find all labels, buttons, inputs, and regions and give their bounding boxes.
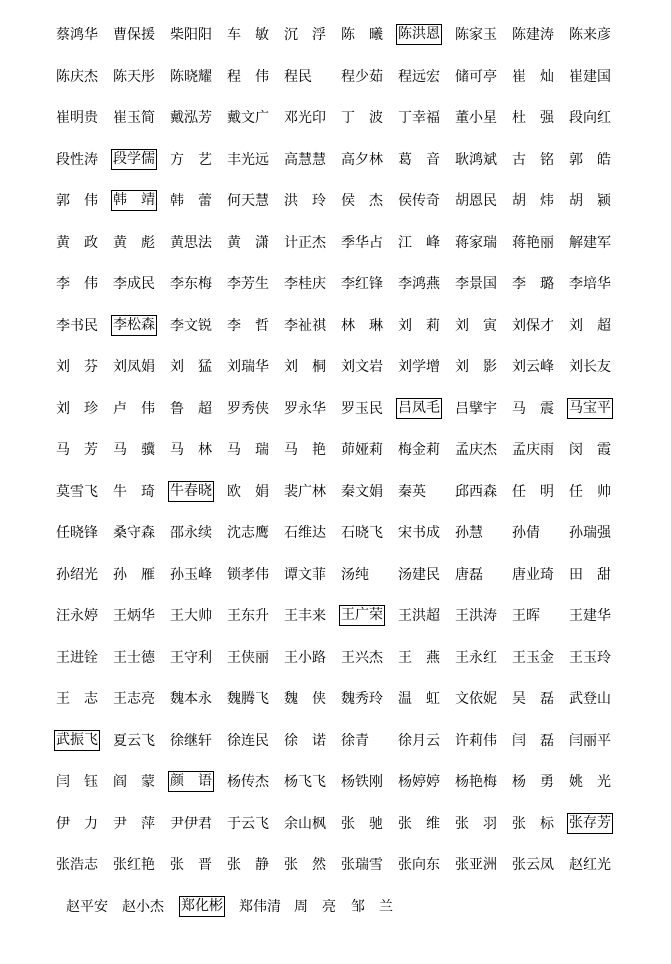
name-entry: 李芳生 [227, 276, 269, 292]
name-entry: 马 芳 [56, 442, 98, 458]
name-entry: 车 敏 [227, 27, 269, 43]
boxed-name-entry: 颜 语 [168, 771, 214, 792]
name-entry: 刘长友 [569, 359, 611, 375]
name-entry: 孙倩 [512, 525, 540, 541]
name-entry: 刘 猛 [170, 359, 212, 375]
boxed-name-entry: 郑化彬 [179, 896, 225, 917]
name-entry: 高慧慧 [284, 152, 326, 168]
name-entry: 蒋艳丽 [512, 235, 554, 251]
name-entry: 莫雪飞 [56, 484, 98, 500]
name-entry: 邵永续 [170, 525, 212, 541]
name-entry: 闫 钰 [56, 774, 98, 790]
name-entry: 张 晋 [170, 857, 212, 873]
name-entry: 汪永婷 [56, 608, 98, 624]
name-entry: 鲁 超 [170, 401, 212, 417]
name-row [0, 896, 671, 918]
name-entry: 罗永华 [284, 401, 326, 417]
name-entry: 戴泓芳 [170, 110, 212, 126]
name-entry: 任 明 [512, 484, 554, 500]
name-entry: 刘 珍 [56, 401, 98, 417]
name-entry: 杨婷婷 [398, 774, 440, 790]
name-entry: 杨 勇 [512, 774, 554, 790]
name-entry: 邹 兰 [351, 899, 393, 915]
name-entry: 刘学增 [398, 359, 440, 375]
name-entry: 李景国 [455, 276, 497, 292]
name-entry: 任晓锋 [56, 525, 98, 541]
name-entry: 蒋家瑞 [455, 235, 497, 251]
name-entry: 韩 蕾 [170, 193, 212, 209]
name-entry: 胡恩民 [455, 193, 497, 209]
name-entry: 王晖 [512, 608, 540, 624]
name-entry: 林 琳 [341, 318, 383, 334]
name-entry: 孙瑞强 [569, 525, 611, 541]
name-entry: 牛 琦 [113, 484, 155, 500]
name-entry: 秦英 [398, 484, 426, 500]
name-entry: 李东梅 [170, 276, 212, 292]
name-entry: 李文锐 [170, 318, 212, 334]
name-entry: 石晓飞 [341, 525, 383, 541]
name-entry: 余山枫 [284, 816, 326, 832]
name-entry: 段向红 [569, 110, 611, 126]
name-entry: 魏秀玲 [341, 691, 383, 707]
name-row [0, 854, 671, 876]
name-entry: 赵平安 [66, 899, 108, 915]
boxed-name-entry: 李松森 [111, 315, 157, 336]
name-entry: 尹 萍 [113, 816, 155, 832]
name-entry: 陈天彤 [113, 69, 155, 85]
name-entry: 石维达 [284, 525, 326, 541]
name-entry: 欧 娟 [227, 484, 269, 500]
name-entry: 王东升 [227, 608, 269, 624]
name-entry: 侯传奇 [398, 193, 440, 209]
name-entry: 王士德 [113, 650, 155, 666]
name-row [0, 24, 671, 46]
name-row [0, 398, 671, 420]
name-row [0, 688, 671, 710]
name-row [0, 149, 671, 171]
name-row [0, 481, 671, 503]
name-entry: 王进铨 [56, 650, 98, 666]
name-entry: 于云飞 [227, 816, 269, 832]
name-entry: 程民 [284, 69, 312, 85]
name-entry: 闫 磊 [512, 733, 554, 749]
boxed-name-entry: 陈洪恩 [396, 24, 442, 45]
name-entry: 赵红光 [569, 857, 611, 873]
name-entry: 储可亭 [455, 69, 497, 85]
name-entry: 刘 芬 [56, 359, 98, 375]
name-entry: 李成民 [113, 276, 155, 292]
name-entry: 郑伟清 [239, 899, 281, 915]
name-entry: 孙 雁 [113, 567, 155, 583]
name-entry: 夏云飞 [113, 733, 155, 749]
name-entry: 王洪超 [398, 608, 440, 624]
name-entry: 刘 寅 [455, 318, 497, 334]
boxed-name-entry: 吕凤毛 [396, 398, 442, 419]
name-entry: 陈家玉 [455, 27, 497, 43]
name-entry: 谭文菲 [284, 567, 326, 583]
name-entry: 陈建涛 [512, 27, 554, 43]
name-entry: 李 哲 [227, 318, 269, 334]
name-entry: 董小星 [455, 110, 497, 126]
name-entry: 崔玉简 [113, 110, 155, 126]
name-entry: 郭 皓 [569, 152, 611, 168]
name-entry: 江 峰 [398, 235, 440, 251]
name-entry: 张亚洲 [455, 857, 497, 873]
name-entry: 孙绍光 [56, 567, 98, 583]
name-row [0, 730, 671, 752]
name-entry: 李 璐 [512, 276, 554, 292]
name-entry: 闫丽平 [569, 733, 611, 749]
name-entry: 李书民 [56, 318, 98, 334]
name-entry: 程 伟 [227, 69, 269, 85]
name-entry: 张 标 [512, 816, 554, 832]
name-entry: 李培华 [569, 276, 611, 292]
name-entry: 王丰来 [284, 608, 326, 624]
name-entry: 李红锋 [341, 276, 383, 292]
name-entry: 黄 潇 [227, 235, 269, 251]
name-entry: 魏 侠 [284, 691, 326, 707]
name-entry: 戴文广 [227, 110, 269, 126]
name-row [0, 66, 671, 88]
name-entry: 张浩志 [56, 857, 98, 873]
name-entry: 王侠丽 [227, 650, 269, 666]
name-entry: 张 静 [227, 857, 269, 873]
name-entry: 汤建民 [398, 567, 440, 583]
name-entry: 胡 颍 [569, 193, 611, 209]
name-row [0, 647, 671, 669]
name-entry: 刘凤娟 [113, 359, 155, 375]
name-entry: 杜 强 [512, 110, 554, 126]
name-entry: 刘 超 [569, 318, 611, 334]
name-entry: 丁 波 [341, 110, 383, 126]
name-entry: 王 志 [56, 691, 98, 707]
name-entry: 黄 彪 [113, 235, 155, 251]
name-entry: 马 艳 [284, 442, 326, 458]
name-entry: 茆娅莉 [341, 442, 383, 458]
name-entry: 梅金莉 [398, 442, 440, 458]
name-entry: 王洪涛 [455, 608, 497, 624]
name-entry: 高夕林 [341, 152, 383, 168]
name-row [0, 190, 671, 212]
name-entry: 卢 伟 [113, 401, 155, 417]
name-entry: 伊 力 [56, 816, 98, 832]
boxed-name-entry: 段学儒 [111, 149, 157, 170]
name-entry: 程少茹 [341, 69, 383, 85]
boxed-name-entry: 张存芳 [567, 813, 613, 834]
name-entry: 赵小杰 [122, 899, 164, 915]
name-entry: 唐业琦 [512, 567, 554, 583]
name-entry: 王玉金 [512, 650, 554, 666]
name-entry: 陈庆杰 [56, 69, 98, 85]
name-entry: 邓光印 [284, 110, 326, 126]
name-entry: 唐磊 [455, 567, 483, 583]
name-entry: 王大帅 [170, 608, 212, 624]
name-entry: 张 然 [284, 857, 326, 873]
name-entry: 温 虹 [398, 691, 440, 707]
name-row [0, 605, 671, 627]
name-entry: 吕擘宇 [455, 401, 497, 417]
name-entry: 杨铁刚 [341, 774, 383, 790]
name-entry: 黄 政 [56, 235, 98, 251]
name-entry: 秦文娟 [341, 484, 383, 500]
name-entry: 李鸿燕 [398, 276, 440, 292]
name-entry: 刘 莉 [398, 318, 440, 334]
name-entry: 魏腾飞 [227, 691, 269, 707]
name-entry: 计正杰 [284, 235, 326, 251]
name-entry: 柴阳阳 [170, 27, 212, 43]
name-entry: 张 维 [398, 816, 440, 832]
name-entry: 杨传杰 [227, 774, 269, 790]
name-entry: 罗秀侠 [227, 401, 269, 417]
name-entry: 闵 霞 [569, 442, 611, 458]
name-row [0, 315, 671, 337]
name-entry: 杨艳梅 [455, 774, 497, 790]
boxed-name-entry: 牛春晓 [168, 481, 214, 502]
name-entry: 周 亮 [294, 899, 336, 915]
name-row [0, 439, 671, 461]
name-entry: 孟庆杰 [455, 442, 497, 458]
name-entry: 宋书成 [398, 525, 440, 541]
name-entry: 张瑞雪 [341, 857, 383, 873]
name-entry: 杨飞飞 [284, 774, 326, 790]
name-entry: 马 林 [170, 442, 212, 458]
name-entry: 王玉玲 [569, 650, 611, 666]
name-row [0, 107, 671, 129]
name-entry: 刘 桐 [284, 359, 326, 375]
name-entry: 刘文岩 [341, 359, 383, 375]
name-entry: 阎 蒙 [113, 774, 155, 790]
name-entry: 胡 炜 [512, 193, 554, 209]
name-entry: 文依妮 [455, 691, 497, 707]
name-entry: 程远宏 [398, 69, 440, 85]
name-entry: 徐继轩 [170, 733, 212, 749]
name-entry: 张向东 [398, 857, 440, 873]
name-entry: 古 铭 [512, 152, 554, 168]
name-row [0, 522, 671, 544]
name-entry: 张 羽 [455, 816, 497, 832]
name-entry: 王兴杰 [341, 650, 383, 666]
name-entry: 桑守森 [113, 525, 155, 541]
name-entry: 马 瑞 [227, 442, 269, 458]
name-entry: 陈晓耀 [170, 69, 212, 85]
name-entry: 郭 伟 [56, 193, 98, 209]
boxed-name-entry: 马宝平 [567, 398, 613, 419]
name-entry: 孟庆雨 [512, 442, 554, 458]
name-entry: 李祉祺 [284, 318, 326, 334]
name-entry: 丰光远 [227, 152, 269, 168]
name-entry: 王炳华 [113, 608, 155, 624]
name-entry: 田 甜 [569, 567, 611, 583]
name-entry: 蔡鸿华 [56, 27, 98, 43]
name-entry: 王守利 [170, 650, 212, 666]
name-entry: 王 燕 [398, 650, 440, 666]
name-row [0, 771, 671, 793]
name-entry: 崔 灿 [512, 69, 554, 85]
name-row [0, 813, 671, 835]
boxed-name-entry: 武振飞 [54, 730, 100, 751]
name-entry: 王建华 [569, 608, 611, 624]
name-row [0, 273, 671, 295]
name-entry: 崔明贵 [56, 110, 98, 126]
name-entry: 侯 杰 [341, 193, 383, 209]
boxed-name-entry: 王广荣 [339, 605, 385, 626]
name-entry: 姚 光 [569, 774, 611, 790]
name-entry: 张云凤 [512, 857, 554, 873]
name-entry: 魏本永 [170, 691, 212, 707]
name-entry: 马 骥 [113, 442, 155, 458]
name-entry: 刘 影 [455, 359, 497, 375]
name-entry: 马 震 [512, 401, 554, 417]
name-entry: 方 艺 [170, 152, 212, 168]
name-entry: 王志亮 [113, 691, 155, 707]
name-row [0, 356, 671, 378]
name-entry: 王小路 [284, 650, 326, 666]
name-entry: 王永红 [455, 650, 497, 666]
name-entry: 陈 曦 [341, 27, 383, 43]
name-entry: 裴广林 [284, 484, 326, 500]
name-entry: 洪 玲 [284, 193, 326, 209]
name-entry: 解建军 [569, 235, 611, 251]
name-entry: 沉 浮 [284, 27, 326, 43]
boxed-name-entry: 韩 靖 [111, 190, 157, 211]
name-row [0, 232, 671, 254]
name-entry: 徐 诺 [284, 733, 326, 749]
name-entry: 刘云峰 [512, 359, 554, 375]
name-entry: 耿鸿斌 [455, 152, 497, 168]
name-entry: 陈来彦 [569, 27, 611, 43]
name-entry: 葛 音 [398, 152, 440, 168]
name-entry: 孙玉峰 [170, 567, 212, 583]
name-entry: 李 伟 [56, 276, 98, 292]
name-entry: 罗玉民 [341, 401, 383, 417]
name-row [0, 564, 671, 586]
name-entry: 黄思法 [170, 235, 212, 251]
name-entry: 任 帅 [569, 484, 611, 500]
name-entry: 刘保才 [512, 318, 554, 334]
name-entry: 曹保援 [113, 27, 155, 43]
name-entry: 吴 磊 [512, 691, 554, 707]
name-entry: 徐月云 [398, 733, 440, 749]
name-entry: 段性涛 [56, 152, 98, 168]
name-entry: 尹伊君 [170, 816, 212, 832]
name-entry: 丁幸福 [398, 110, 440, 126]
name-entry: 刘瑞华 [227, 359, 269, 375]
name-entry: 武登山 [569, 691, 611, 707]
name-entry: 沈志鹰 [227, 525, 269, 541]
name-entry: 邱西森 [455, 484, 497, 500]
name-entry: 徐青 [341, 733, 369, 749]
name-entry: 李桂庆 [284, 276, 326, 292]
name-entry: 何天慧 [227, 193, 269, 209]
name-entry: 孙慧 [455, 525, 483, 541]
name-entry: 季华占 [341, 235, 383, 251]
name-entry: 锁孝伟 [227, 567, 269, 583]
name-entry: 徐连民 [227, 733, 269, 749]
name-entry: 许莉伟 [455, 733, 497, 749]
name-entry: 张 驰 [341, 816, 383, 832]
name-entry: 张红艳 [113, 857, 155, 873]
name-entry: 汤纯 [341, 567, 369, 583]
name-entry: 崔建国 [569, 69, 611, 85]
